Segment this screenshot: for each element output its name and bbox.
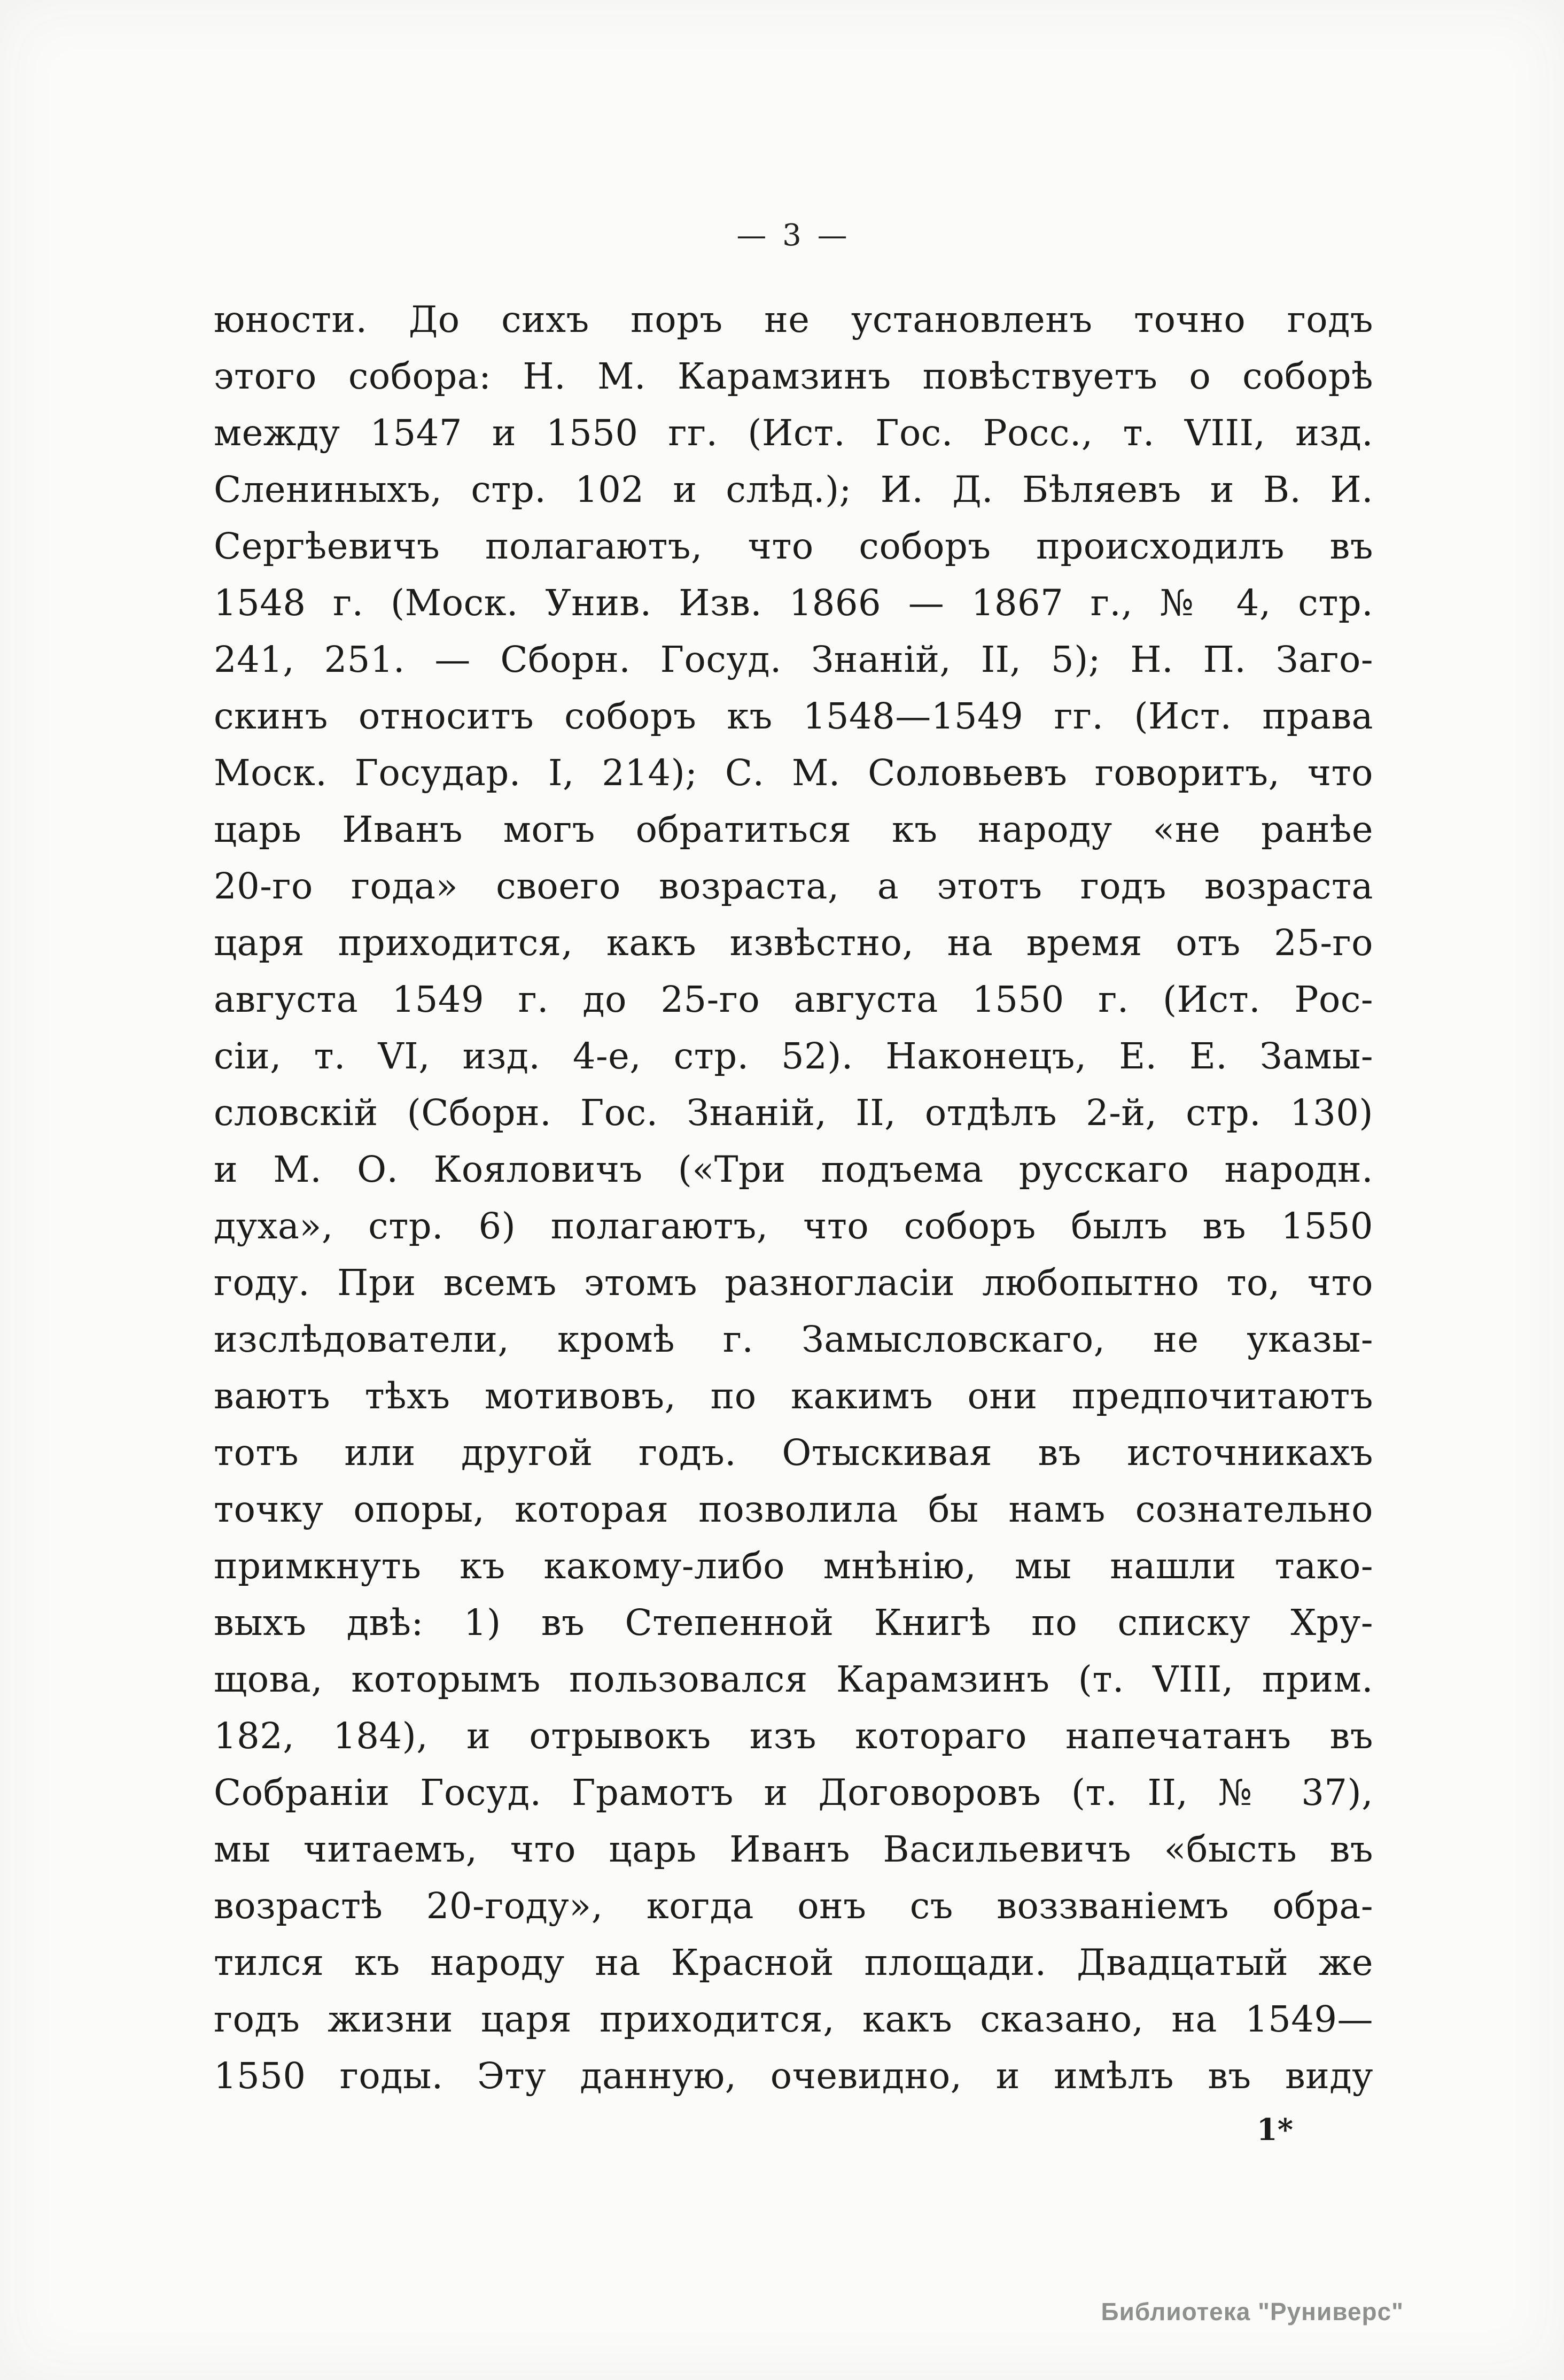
text-line: тился къ народу на Красной площади. Двадцатый же [214,1942,1373,1983]
text-line: примкнуть къ какому-либо мнѣнію, мы нашли тако- [214,1545,1373,1587]
library-watermark: Библиотека "Руниверс" [1101,2298,1404,2325]
text-line: Моск. Государ. I, 214); С. М. Соловьевъ говоритъ, что [214,752,1373,794]
text-line: 20-го года» своего возраста, а этотъ годъ возраста [214,865,1373,907]
text-line: между 1547 и 1550 гг. (Ист. Гос. Росс., т. VIII, изд. [214,412,1373,454]
text-line: ваютъ тѣхъ мотивовъ, по какимъ они предпочитаютъ [214,1375,1373,1417]
text-line: мы читаемъ, что царь Иванъ Васильевичъ «бысть въ [214,1828,1373,1870]
text-line: этого собора: Н. М. Карамзинъ повѣствуетъ о соборѣ [214,355,1373,397]
text-line: царя приходится, какъ извѣстно, на время отъ 25-го [214,922,1373,964]
text-line: словскій (Сборн. Гос. Знаній, II, отдѣлъ 2-й, стр. 130) [214,1092,1373,1134]
text-line: 182, 184), и отрывокъ изъ котораго напечатанъ въ [214,1715,1373,1757]
signature-mark: 1* [1256,2112,1293,2148]
text-line: сіи, т. VI, изд. 4-е, стр. 52). Наконецъ, Е. Е. Замы- [214,1035,1373,1077]
text-line: Собраніи Госуд. Грамотъ и Договоровъ (т. II, № 37), [214,1772,1373,1813]
text-line: выхъ двѣ: 1) въ Степенной Книгѣ по списку Хру- [214,1602,1373,1643]
text-line: точку опоры, которая позволила бы намъ сознательно [214,1489,1373,1530]
text-line: щова, которымъ пользовался Карамзинъ (т. VIII, прим. [214,1658,1373,1700]
text-line: Слениныхъ, стр. 102 и слѣд.); И. Д. Бѣляевъ и В. И. [214,469,1373,510]
body-text-block [214,291,1373,2104]
text-line: возрастѣ 20-году», когда онъ съ воззваніемъ обра- [214,1885,1373,1927]
text-line: юности. До сихъ поръ не установленъ точно годъ [214,299,1373,340]
text-line: 1548 г. (Моск. Унив. Изв. 1866 — 1867 г., № 4, стр. [214,582,1373,624]
page-number: — 3 — [736,218,851,253]
text-line: и М. О. Кояловичъ («Три подъема русскаго народн. [214,1149,1373,1190]
text-line: Сергѣевичъ полагаютъ, что соборъ происходилъ въ [214,525,1373,567]
text-line: тотъ или другой годъ. Отыскивая въ источникахъ [214,1432,1373,1474]
text-line: 241, 251. — Сборн. Госуд. Знаній, II, 5); Н. П. Заго- [214,639,1373,680]
text-line: 1550 годы. Эту данную, очевидно, и имѣлъ въ виду [214,2055,1373,2097]
text-line: царь Иванъ могъ обратиться къ народу «не ранѣе [214,809,1373,850]
text-line: изслѣдователи, кромѣ г. Замысловскаго, не указы- [214,1319,1373,1360]
text-line: скинъ относитъ соборъ къ 1548—1549 гг. (Ист. права [214,695,1373,737]
text-line: году. При всемъ этомъ разногласіи любопытно то, что [214,1262,1373,1304]
text-line: годъ жизни царя приходится, какъ сказано, на 1549— [214,1998,1373,2040]
text-line: августа 1549 г. до 25-го августа 1550 г. (Ист. Рос- [214,979,1373,1020]
text-line: духа», стр. 6) полагаютъ, что соборъ былъ въ 1550 [214,1205,1373,1247]
